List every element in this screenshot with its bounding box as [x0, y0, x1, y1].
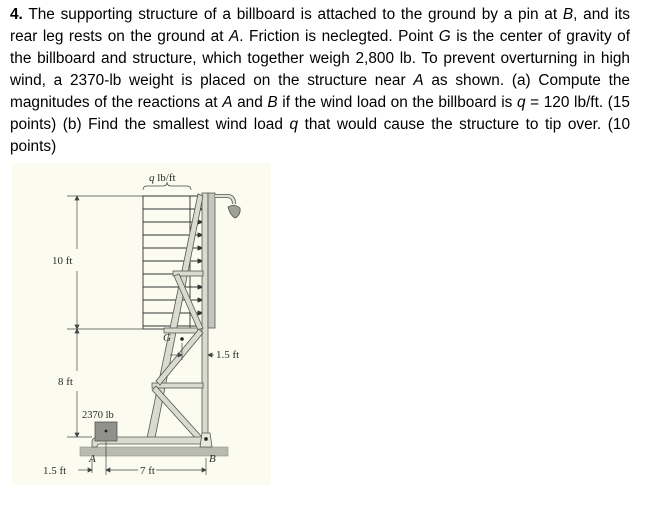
label-weight: 2370 lb	[82, 410, 114, 421]
problem-text: The supporting structure of a billboard is attached to the ground by a pin at	[22, 6, 563, 23]
problem-variable: B	[562, 6, 574, 23]
ground	[80, 447, 228, 456]
problem-variable: A	[222, 94, 233, 111]
problem-text: = 120 lb/ft. (15 points) (b) Find the smallest wind load	[10, 94, 630, 133]
center-of-gravity-dot	[180, 337, 184, 341]
problem-text: is the center of gravity of the billboard and structure, which together weigh 2,800 lb. To prevent overturning in high wind, a 2370-lb weight is placed on the structure near	[10, 28, 630, 89]
label-8ft: 8 ft	[58, 376, 73, 388]
billboard-panel	[143, 196, 190, 329]
problem-text: , and its rear leg rests on the ground at	[10, 6, 630, 45]
problem-text: . Friction is neclegted. Point	[239, 28, 439, 45]
problem-variable: G	[438, 28, 451, 45]
label-wind-load: q lb/ft	[149, 172, 176, 184]
problem-text: that would cause the structure to tip over. (10 points)	[10, 116, 631, 155]
label-G-offset: 1.5 ft	[216, 349, 240, 361]
problem-statement	[10, 4, 630, 158]
problem-number: 4.	[10, 6, 23, 23]
billboard-figure	[12, 163, 271, 485]
problem-text: if the wind load on the billboard is	[277, 94, 517, 111]
label-10ft: 10 ft	[52, 255, 73, 267]
problem-variable: q	[516, 94, 526, 111]
billboard-diagram	[12, 163, 271, 485]
problem-variable: A	[229, 28, 240, 45]
label-AB-span: 7 ft	[140, 465, 155, 477]
problem-variable: q	[289, 116, 299, 133]
weight-center-dot	[105, 430, 108, 433]
problem-text: and	[232, 94, 268, 111]
label-B: B	[209, 453, 216, 465]
problem-variable: A	[413, 72, 424, 89]
label-A-offset: 1.5 ft	[43, 465, 67, 477]
problem-text: as shown. (a) Compute the magnitudes of the reactions at	[10, 72, 630, 111]
problem-variable: B	[267, 94, 278, 111]
label-A: A	[89, 453, 96, 465]
truss-structure	[92, 193, 240, 447]
label-G: G	[163, 332, 171, 344]
